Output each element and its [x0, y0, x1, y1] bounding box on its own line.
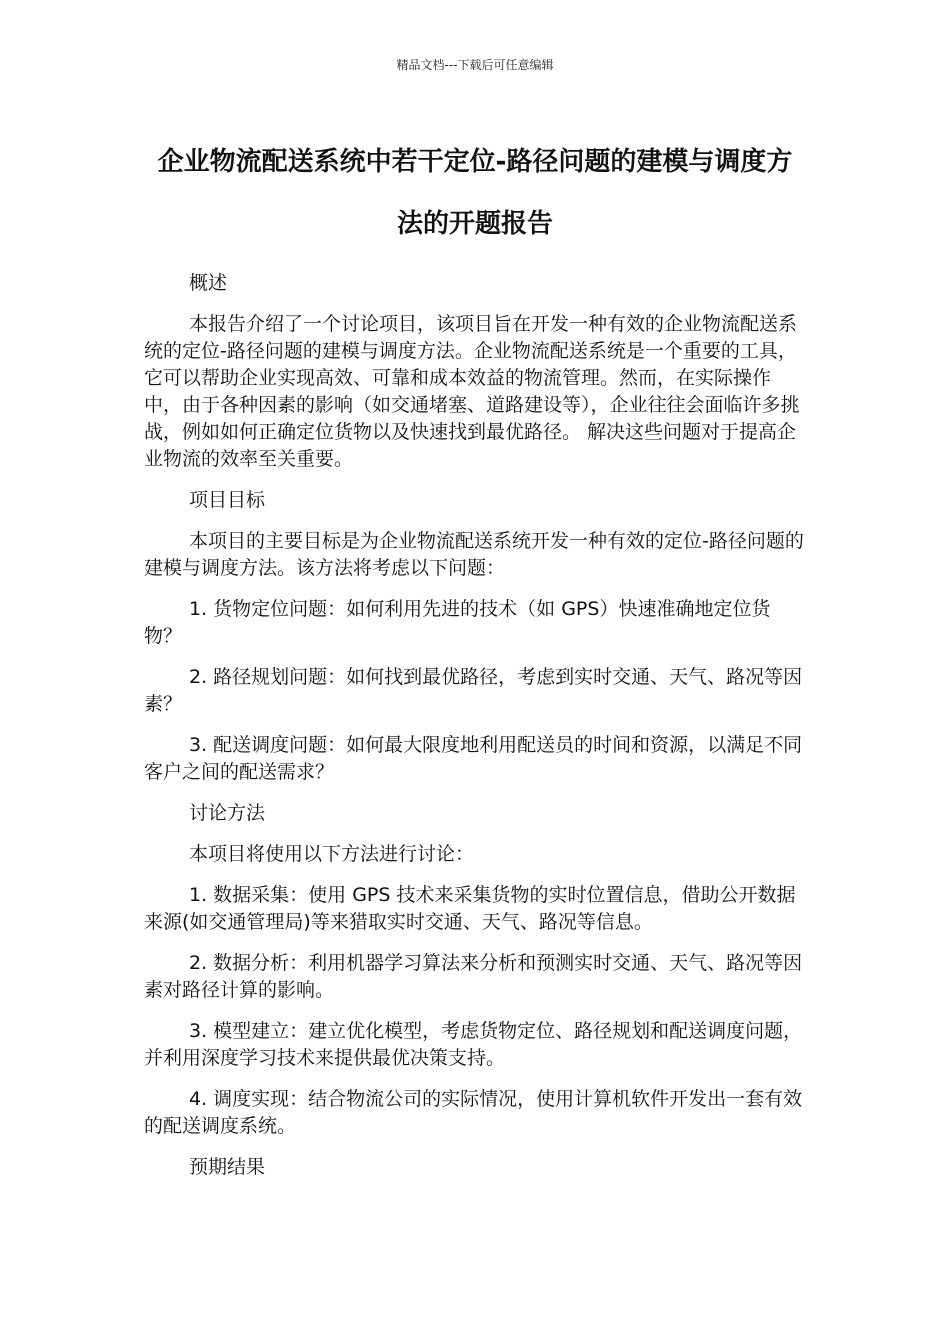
- list-item: 3. 模型建立：建立优化模型，考虑货物定位、路径规划和配送调度问题，并利用深度学习技术来提供最优决策支持。: [144, 1020, 803, 1069]
- list-item: 1. 货物定位问题：如何利用先进的技术（如 GPS）快速准确地定位货物？: [144, 598, 771, 647]
- paragraph-overview: 本报告介绍了一个讨论项目，该项目旨在开发一种有效的企业物流配送系统的定位-路径问题的建模与调度方法。企业物流配送系统是一个重要的工具，它可以帮助企业实现高效、可靠和成本效益的物流管理。然而，在实际操作中，由于各种因素的影响（如交通堵塞、道路建设等），企业往往会面临许多挑战，例如如何正确定位货物以及快速找到最优路径。 解决这些问题对于提高企业物流的效率至关重要。: [144, 313, 800, 470]
- list-item: 4. 调度实现：结合物流公司的实际情况，使用计算机软件开发出一套有效的配送调度系统。: [144, 1088, 803, 1137]
- section-heading-overview: 概述: [189, 272, 228, 294]
- section-heading-expected-results: 预期结果: [189, 1156, 266, 1178]
- paragraph-objectives: 本项目的主要目标是为企业物流配送系统开发一种有效的定位-路径问题的建模与调度方法。该方法将考虑以下问题：: [144, 530, 804, 579]
- section-heading-methods: 讨论方法: [189, 802, 266, 824]
- page-header: 精品文档---下载后可任意编辑: [396, 58, 554, 72]
- document-title: 企业物流配送系统中若干定位-路径问题的建模与调度方法的开题报告: [157, 147, 793, 239]
- list-item: 1. 数据采集：使用 GPS 技术来采集货物的实时位置信息，借助公开数据来源(如交通管理局)等来猎取实时交通、天气、路况等信息。: [144, 884, 796, 933]
- section-heading-objectives: 项目目标: [189, 489, 266, 511]
- document-body: [144, 270, 806, 1195]
- list-item: 3. 配送调度问题：如何最大限度地利用配送员的时间和资源，以满足不同客户之间的配送需求？: [144, 734, 803, 783]
- list-item: 2. 路径规划问题：如何找到最优路径，考虑到实时交通、天气、路况等因素？: [144, 666, 803, 715]
- list-item: 2. 数据分析：利用机器学习算法来分析和预测实时交通、天气、路况等因素对路径计算的影响。: [144, 952, 803, 1001]
- paragraph-methods: 本项目将使用以下方法进行讨论：: [189, 843, 475, 865]
